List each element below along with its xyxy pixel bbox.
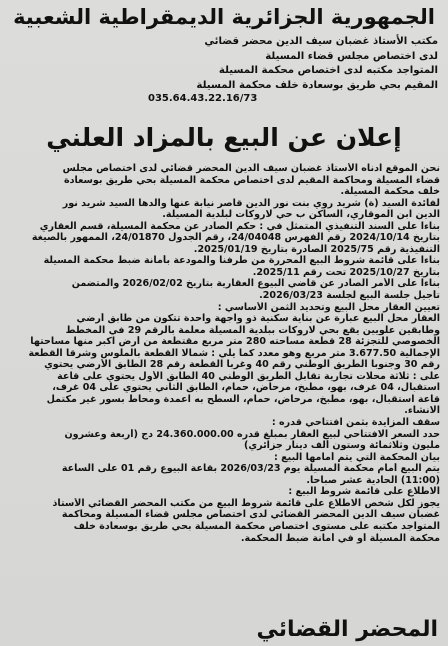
body-line: الخصوصي للتجزئة 28 قطعة مساحته 280 متر مربع مقتطعة من أرض اكبر منها مساحتها [30, 336, 440, 348]
body-line: تأجيل جلسة البيع لجلسة 2026/03/23. [259, 290, 440, 302]
body-line: الإجمالية 3.677.50 متر مربع وهو معدد كما يلي : شمالا القطعة بالملوس وشرقا القطعة [28, 347, 440, 359]
notice-body [8, 163, 440, 544]
body-line: بتاريخ 2025/10/27 تحت رقم 2025/11. [252, 266, 440, 278]
body-line: الدين ابن الموقاري، الساكن ب حي لاروكات لبلدية المسيلة. [162, 209, 440, 221]
body-line: العقار محل البيع عبارة عن بناية سكنية ذو واجهة واحدة تتكون من طابق أرضي [76, 313, 440, 325]
office-line: المقيم بحي طريق بوسعادة خلف محكمة المسيلة [196, 79, 438, 91]
body-line: سقف المزايدة بثمن افتتاحي قدره : [271, 417, 440, 429]
body-line: بيان المحكمة التي يتم أمامها البيع : [274, 451, 440, 463]
body-line: بناءا على قائمة شروط البيع المحررة من طرفنا والمودعة بأمانة ضبط محكمة المسيلة [43, 255, 440, 267]
office-line: المتواجد مكتبه لدى اختصاص محكمة المسيلة [218, 65, 438, 77]
republic-header: الجمهورية الجزائرية الديمقراطية الشعبية [13, 5, 435, 29]
body-line: المتواجد مكتبه على مستوى اختصاص محكمة المسيلة بحي طريق بوسعادة خلف [73, 520, 440, 532]
body-line: على : ثلاثة محلات تجارية تقابل الطريق الوطني 40 الطابق الأول يحتوي على قاعة [57, 370, 440, 382]
office-line: مكتب الأستاذ غضبان سيف الدين محضر قضائي [204, 36, 438, 47]
body-line: غضبان سيف الدين المحضر القضائي لدى اختصاص مجلس قضاء المسيلة ومحاكمة [61, 509, 440, 521]
body-line: خلف محكمة المسيلة. [340, 186, 440, 198]
notice-title: إعلان عن البيع بالمزاد العلني [46, 123, 402, 152]
body-line: استقبال، 04 غرف، بهو، مطبخ، مرحاض، حمام، الطابق الثاني يحتوي على 04 غرف، [52, 382, 440, 394]
bailiff-office-block [8, 35, 440, 107]
body-line: التنفيذية رقم 2025/75 الصادرة بتاريخ 2025/01/19. [193, 243, 440, 255]
office-phone: 035.64.43.22.16/73 [148, 93, 258, 105]
body-line: بناءا على السند التنفيذي المتمثل في : حكم الصادر عن محكمة المسيلة، قسم العقاري [39, 220, 440, 232]
body-line: (11:00) الحادية عشر صباحا. [306, 474, 440, 486]
body-line: قاعة استقبال، بهو، مطبخ، مرحاض، حمام، السطح به اعمدة ومحاط بسور غير مكتمل [46, 393, 440, 405]
body-line: وطابقين علويين يقع بحي لاروكات ببلدية المسيلة معلمة بالرقم 29 في المخطط [65, 324, 440, 336]
bailiff-signature: المحضر القضائي [256, 617, 438, 642]
body-line: تعيين العقار محل البيع وتحديد الثمن الأساسي : [217, 301, 440, 313]
body-line: الانشاء. [404, 405, 440, 417]
body-line: الاطلاع على قائمة شروط البيع : [288, 486, 440, 498]
body-line: قضاء المسيلة ومحاكمة المقيم لدى اختصاص محكمة المسيلة بحي طريق بوسعادة [63, 174, 440, 186]
body-line: رقم 30 وجنوبا الطريق الوطني رقم 40 وغربا القطعة رقم 28 الطابق الأرضي يحتوي [44, 359, 440, 371]
body-line: يجوز لكل شخص الاطلاع على قائمة شروط البيع من مكتب المحضر القضائي الأستاذ [52, 497, 440, 509]
body-line: حدد السعر الافتتاحي لبيع العقار بمبلغ قدره 24.360.000.00 دج (أربعة وعشرون [64, 428, 440, 440]
body-line: بتاريخ 2024/10/14 رقم الفهرس 24/04048، رقم الجدول 24/01870، الممهور بالصيغة [31, 232, 440, 244]
office-line: لدى اختصاص مجلس قضاء المسيلة [265, 50, 438, 62]
body-line: نحن الموقع ادناه الأستاذ غضبان سيف الدين المحضر قضائي لدى اختصاص مجلس [62, 163, 440, 174]
body-line: يتم البيع أمام محكمة المسيلة يوم 2026/03/23 بقاعة البيوع رقم 01 على الساعة [61, 463, 440, 475]
body-line: محكمة المسيلة أو في أمانة ضبط المحكمة. [240, 532, 440, 544]
body-line: لفائدة السيد (ة) شريد روي بنت نور الدين قاصر نيابة عنها والدها السيد شريد نور [62, 197, 440, 209]
body-line: مليون وثلاثمائة وستون ألف دينار جزائري) [244, 440, 440, 452]
body-line: بناءا على الأمر الصادر عن قاضي البيوع العقارية بتاريخ 2026/02/02 والمتضمن [71, 278, 440, 290]
